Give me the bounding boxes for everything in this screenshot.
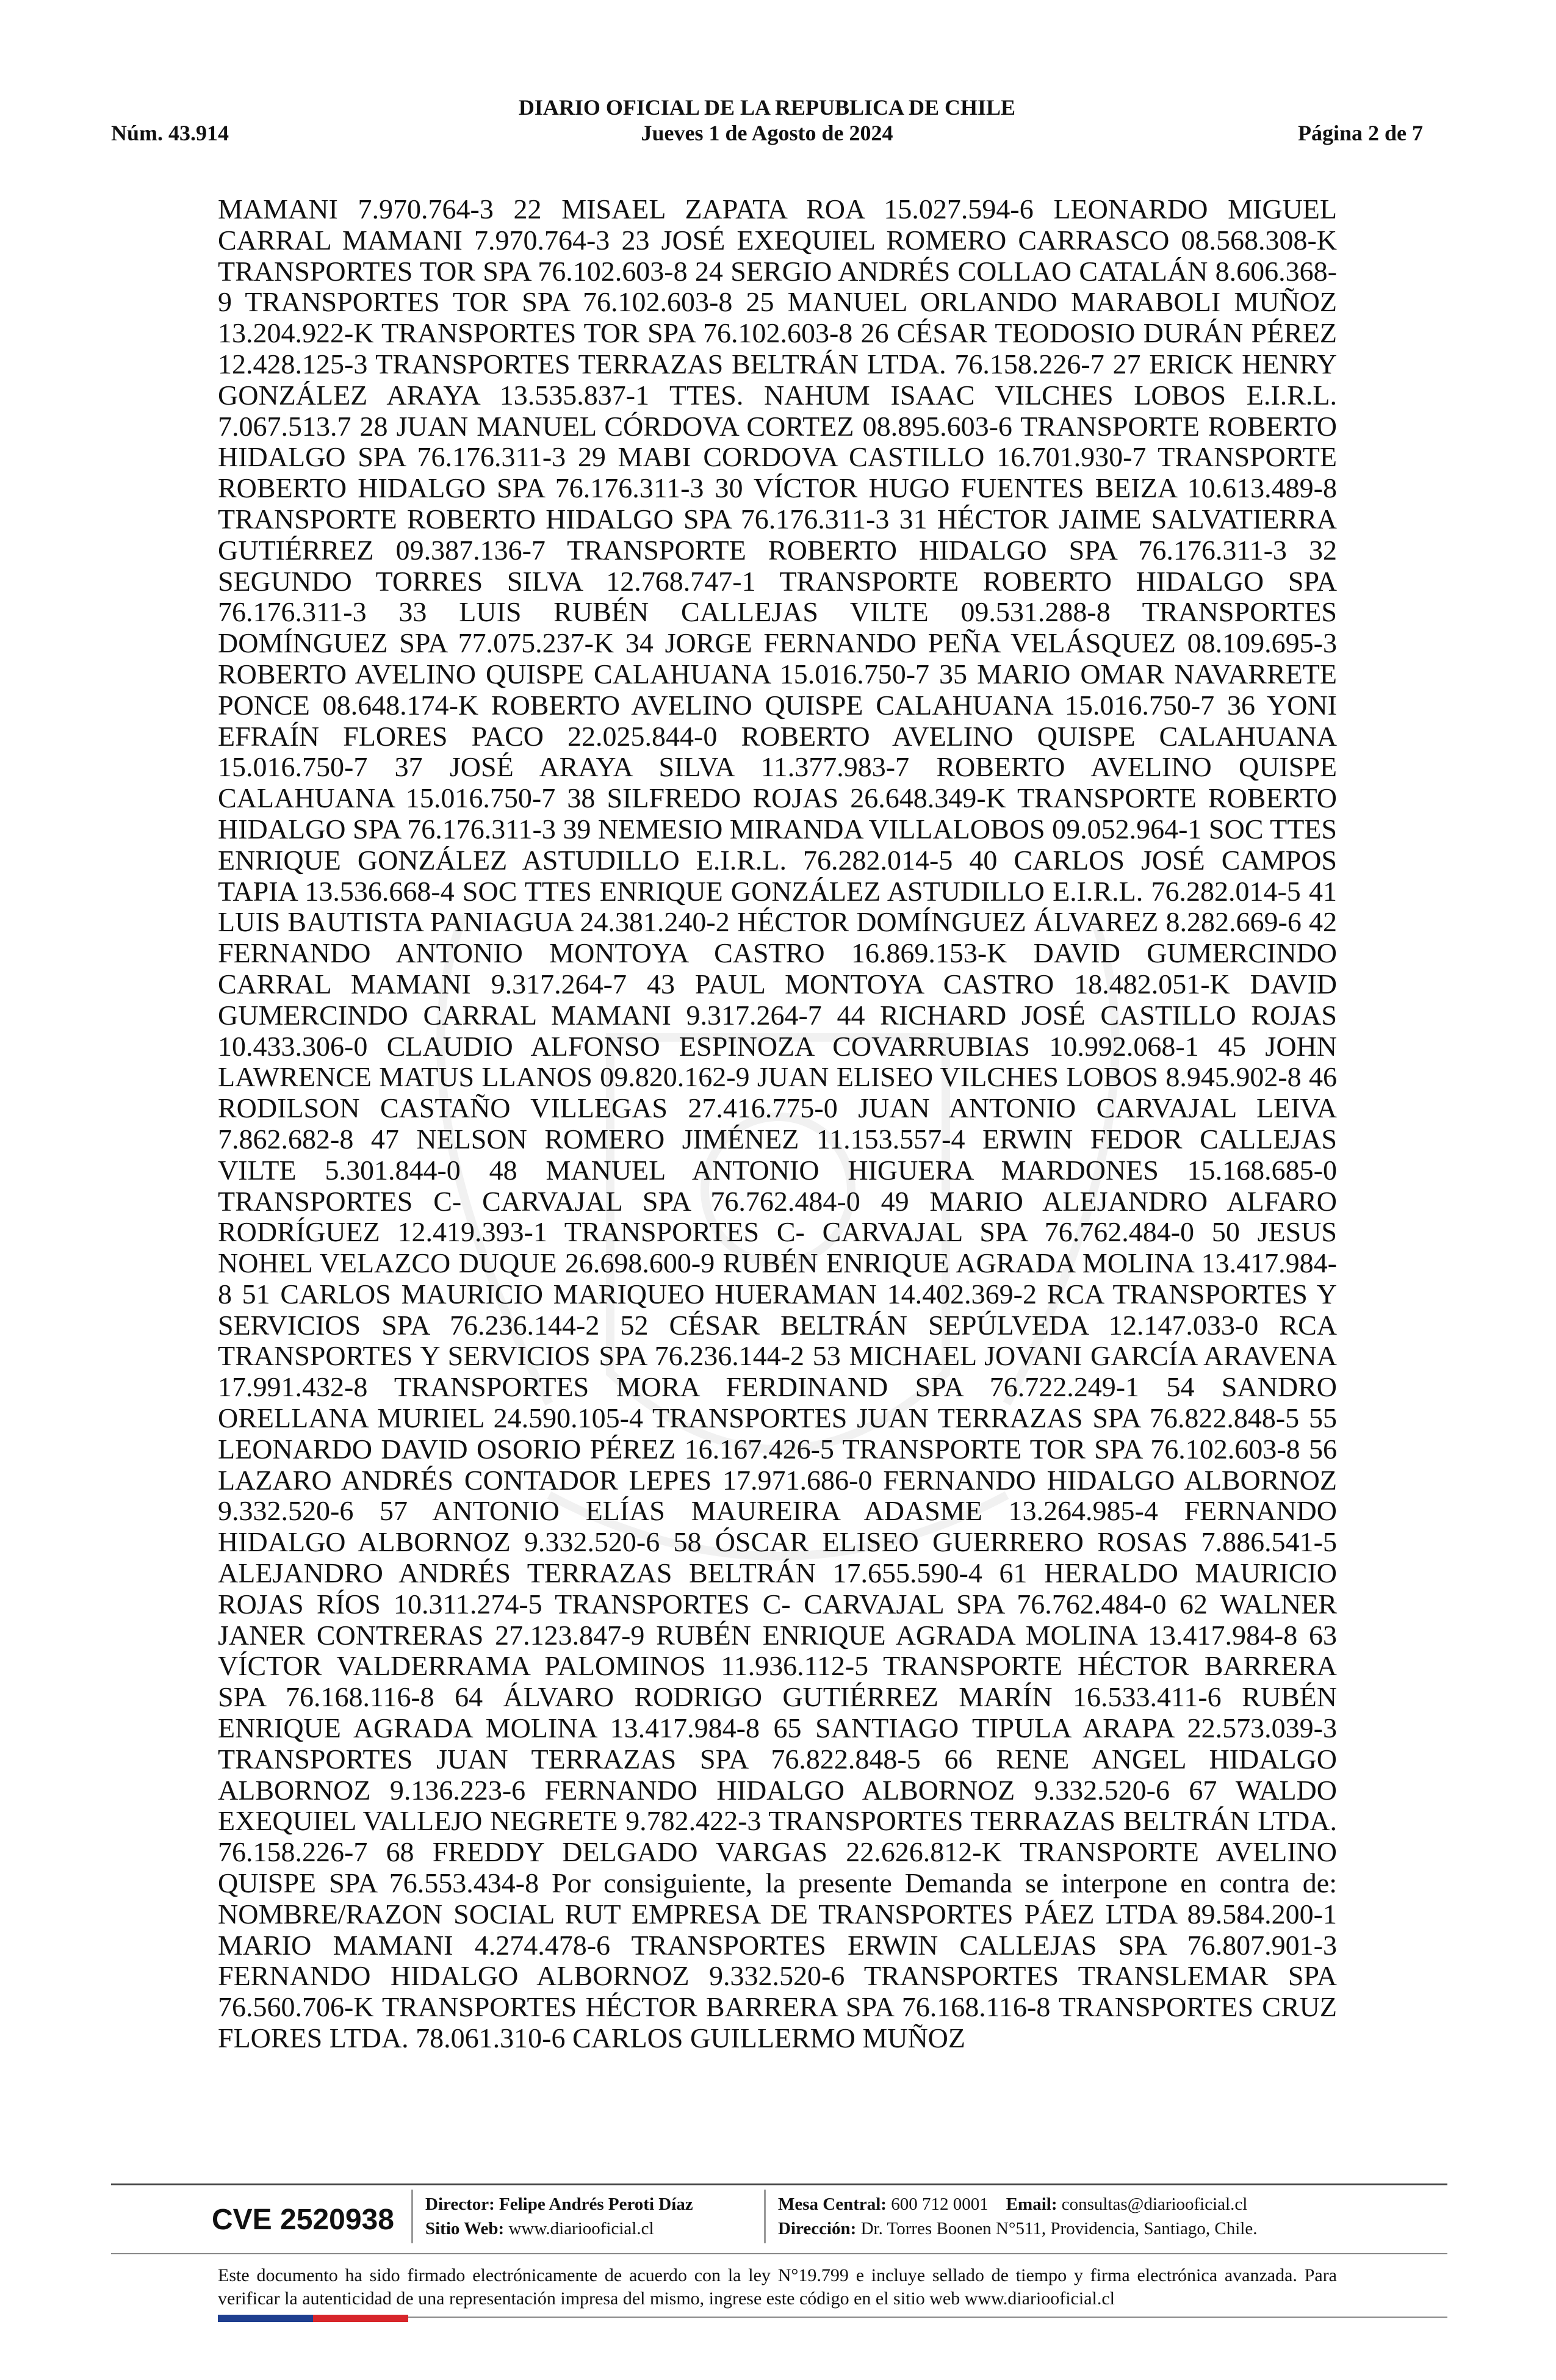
signature-disclaimer: Este documento ha sido firmado electrónicamente de acuerdo con la ley N°19.799 e incluye sellado de tiempo y firma electrónica avanzada. Para verificar la autenticidad de una representación impresa del mismo, ingrese este código en el sitio web www.diariooficial.cl xyxy=(218,2265,1337,2309)
document-body-text: MAMANI 7.970.764-3 22 MISAEL ZAPATA ROA 15.027.594-6 LEONARDO MIGUEL CARRAL MAMANI 7.970.764-3 23 JOSÉ EXEQUIEL ROMERO CARRASCO 08.568.308-K TRANSPORTES TOR SPA 76.102.603-8 24 SERGIO ANDRÉS COLLAO CATALÁN 8.606.368-9 TRANSPORTES TOR SPA 76.102.603-8 25 MANUEL ORLANDO MARABOLI MUÑOZ 13.204.922-K TRANSPORTES TOR SPA 76.102.603-8 26 CÉSAR TEODOSIO DURÁN PÉREZ 12.428.125-3 TRANSPORTES TERRAZAS BELTRÁN LTDA. 76.158.226-7 27 ERICK HENRY GONZÁLEZ ARAYA 13.535.837-1 TTES. NAHUM ISAAC VILCHES LOBOS E.I.R.L. 7.067.513.7 28 JUAN MANUEL CÓRDOVA CORTEZ 08.895.603-6 TRANSPORTE ROBERTO HIDALGO SPA 76.176.311-3 29 MABI CORDOVA CASTILLO 16.701.930-7 TRANSPORTE ROBERTO HIDALGO SPA 76.176.311-3 30 VÍCTOR HUGO FUENTES BEIZA 10.613.489-8 TRANSPORTE ROBERTO HIDALGO SPA 76.176.311-3 31 HÉCTOR JAIME SALVATIERRA GUTIÉRREZ 09.387.136-7 TRANSPORTE ROBERTO HIDALGO SPA 76.176.311-3 32 SEGUNDO TORRES SILVA 12.768.747-1 TRANSPORTE ROBERTO HIDALGO SPA 76.176.311-3 33 LUIS RUBÉN CALLEJAS VILTE 09.531.288-8 TRANSPORTES DOMÍNGUEZ SPA 77.075.237-K 34 JORGE FERNANDO PEÑA VELÁSQUEZ 08.109.695-3 ROBERTO AVELINO QUISPE CALAHUANA 15.016.750-7 35 MARIO OMAR NAVARRETE PONCE 08.648.174-K ROBERTO AVELINO QUISPE CALAHUANA 15.016.750-7 36 YONI EFRAÍN FLORES PACO 22.025.844-0 ROBERTO AVELINO QUISPE CALAHUANA 15.016.750-7 37 JOSÉ ARAYA SILVA 11.377.983-7 ROBERTO AVELINO QUISPE CALAHUANA 15.016.750-7 38 SILFREDO ROJAS 26.648.349-K TRANSPORTE ROBERTO HIDALGO SPA 76.176.311-3 39 NEMESIO MIRANDA VILLALOBOS 09.052.964-1 SOC TTES ENRIQUE GONZÁLEZ ASTUDILLO E.I.R.L. 76.282.014-5 40 CARLOS JOSÉ CAMPOS TAPIA 13.536.668-4 SOC TTES ENRIQUE GONZÁLEZ ASTUDILLO E.I.R.L. 76.282.014-5 41 LUIS BAUTISTA PANIAGUA 24.381.240-2 HÉCTOR DOMÍNGUEZ ÁLVAREZ 8.282.669-6 42 FERNANDO ANTONIO MONTOYA CASTRO 16.869.153-K DAVID GUMERCINDO CARRAL MAMANI 9.317.264-7 43 PAUL MONTOYA CASTRO 18.482.051-K DAVID GUMERCINDO CARRAL MAMANI 9.317.264-7 44 RICHARD JOSÉ CASTILLO ROJAS 10.433.306-0 CLAUDIO ALFONSO ESPINOZA COVARRUBIAS 10.992.068-1 45 JOHN LAWRENCE MATUS LLANOS 09.820.162-9 JUAN ELISEO VILCHES LOBOS 8.945.902-8 46 RODILSON CASTAÑO VILLEGAS 27.416.775-0 JUAN ANTONIO CARVAJAL LEIVA 7.862.682-8 47 NELSON ROMERO JIMÉNEZ 11.153.557-4 ERWIN FEDOR CALLEJAS VILTE 5.301.844-0 48 MANUEL ANTONIO HIGUERA MARDONES 15.168.685-0 TRANSPORTES C- CARVAJAL SPA 76.762.484-0 49 MARIO ALEJANDRO ALFARO RODRÍGUEZ 12.419.393-1 TRANSPORTES C- CARVAJAL SPA 76.762.484-0 50 JESUS NOHEL VELAZCO DUQUE 26.698.600-9 RUBÉN ENRIQUE AGRADA MOLINA 13.417.984-8 51 CARLOS MAURICIO MARIQUEO HUERAMAN 14.402.369-2 RCA TRANSPORTES Y SERVICIOS SPA 76.236.144-2 52 CÉSAR BELTRÁN SEPÚLVEDA 12.147.033-0 RCA TRANSPORTES Y SERVICIOS SPA 76.236.144-2 53 MICHAEL JOVANI GARCÍA ARAVENA 17.991.432-8 TRANSPORTES MORA FERDINAND SPA 76.722.249-1 54 SANDRO ORELLANA MURIEL 24.590.105-4 TRANSPORTES JUAN TERRAZAS SPA 76.822.848-5 55 LEONARDO DAVID OSORIO PÉREZ 16.167.426-5 TRANSPORTE TOR SPA 76.102.603-8 56 LAZARO ANDRÉS CONTADOR LEPES 17.971.686-0 FERNANDO HIDALGO ALBORNOZ 9.332.520-6 57 ANTONIO ELÍAS MAUREIRA ADASME 13.264.985-4 FERNANDO HIDALGO ALBORNOZ 9.332.520-6 58 ÓSCAR ELISEO GUERRERO ROSAS 7.886.541-5 ALEJANDRO ANDRÉS TERRAZAS BELTRÁN 17.655.590-4 61 HERALDO MAURICIO ROJAS RÍOS 10.311.274-5 TRANSPORTES C- CARVAJAL SPA 76.762.484-0 62 WALNER JANER CONTRERAS 27.123.847-9 RUBÉN ENRIQUE AGRADA MOLINA 13.417.984-8 63 VÍCTOR VALDERRAMA PALOMINOS 11.936.112-5 TRANSPORTE HÉCTOR BARRERA SPA 76.168.116-8 64 ÁLVARO RODRIGO GUTIÉRREZ MARÍN 16.533.411-6 RUBÉN ENRIQUE AGRADA MOLINA 13.417.984-8 65 SANTIAGO TIPULA ARAPA 22.573.039-3 TRANSPORTES JUAN TERRAZAS SPA 76.822.848-5 66 RENE ANGEL HIDALGO ALBORNOZ 9.136.223-6 FERNANDO HIDALGO ALBORNOZ 9.332.520-6 67 WALDO EXEQUIEL VALLEJO NEGRETE 9.782.422-3 TRANSPORTES TERRAZAS BELTRÁN LTDA. 76.158.226-7 68 FREDDY DELGADO VARGAS 22.626.812-K TRANSPORTE AVELINO QUISPE SPA 76.553.434-8 Por consiguiente, la presente Demanda se interpone en contra de: NOMBRE/RAZON SOCIAL RUT EMPRESA DE TRANSPORTES PÁEZ LTDA 89.584.200-1 MARIO MAMANI 4.274.478-6 TRANSPORTES ERWIN CALLEJAS SPA 76.807.901-3 FERNANDO HIDALGO ALBORNOZ 9.332.520-6 TRANSPORTES TRANSLEMAR SPA 76.560.706-K TRANSPORTES HÉCTOR BARRERA SPA 76.168.116-8 TRANSPORTES CRUZ FLORES LTDA. 78.061.310-6 CARLOS GUILLERMO MUÑOZ xyxy=(218,193,1337,2054)
director-label: Director: xyxy=(425,2194,495,2214)
email-link[interactable]: consultas@diariooficial.cl xyxy=(1061,2194,1248,2214)
footer-contact-column xyxy=(778,2192,1257,2241)
phone-value: 600 712 0001 xyxy=(891,2194,989,2214)
site-label: Sitio Web: xyxy=(425,2219,505,2238)
flag-blue-segment xyxy=(218,2315,313,2322)
address-value: Dr. Torres Boonen N°511, Providencia, Santiago, Chile. xyxy=(860,2219,1258,2238)
page-number: Página 2 de 7 xyxy=(1297,121,1423,145)
site-link[interactable]: www.diariooficial.cl xyxy=(508,2219,654,2238)
publication-date: Jueves 1 de Agosto de 2024 xyxy=(641,121,893,145)
footer-divider xyxy=(411,2190,413,2243)
publication-title: DIARIO OFICIAL DE LA REPUBLICA DE CHILE xyxy=(518,95,1016,120)
issue-number: Núm. 43.914 xyxy=(111,121,229,145)
director-value: Felipe Andrés Peroti Díaz xyxy=(499,2194,693,2214)
cve-code: CVE 2520938 xyxy=(212,2204,394,2236)
footer-info xyxy=(111,2185,1447,2252)
footer-divider xyxy=(764,2190,766,2243)
footer-bottom-rule xyxy=(408,2317,1447,2318)
footer-director-column xyxy=(425,2192,693,2241)
flag-red-segment xyxy=(313,2315,408,2322)
flag-stripe xyxy=(218,2315,408,2322)
address-label: Dirección: xyxy=(778,2219,857,2238)
email-label: Email: xyxy=(1006,2194,1057,2214)
footer-mid-rule xyxy=(111,2253,1447,2254)
phone-label: Mesa Central: xyxy=(778,2194,887,2214)
page-header xyxy=(111,95,1423,150)
